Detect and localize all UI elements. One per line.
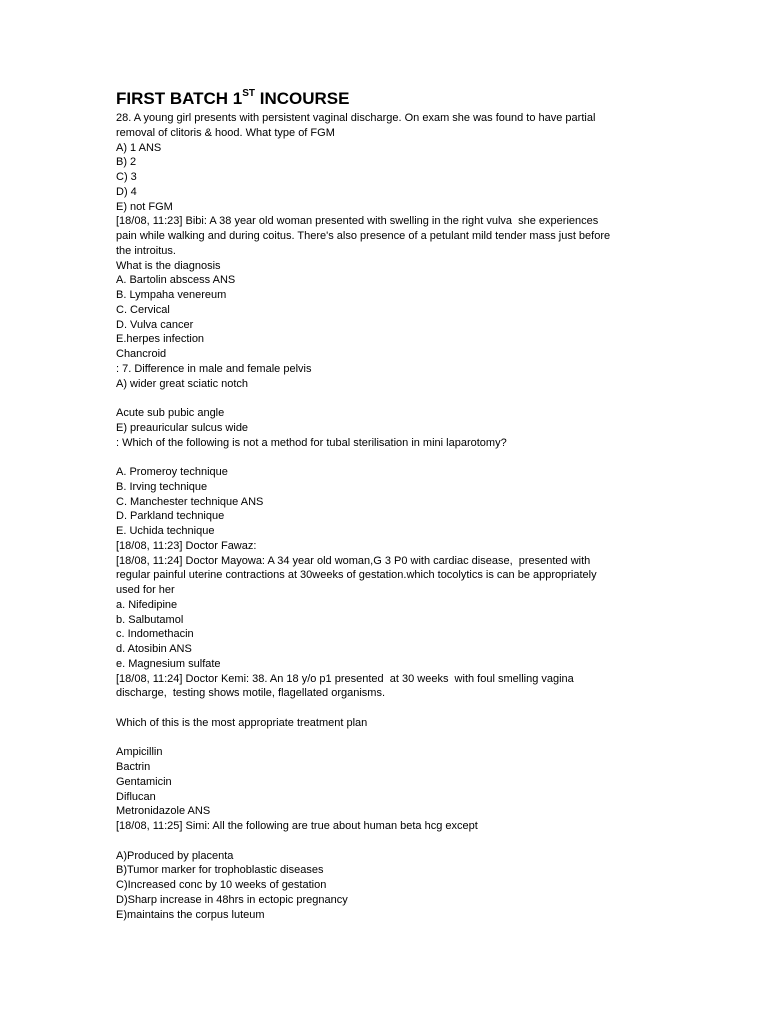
text-line: regular painful uterine contractions at 30weeks of gestation.which tocolytics is can be appropriately bbox=[116, 569, 597, 582]
document-title bbox=[116, 88, 676, 110]
text-line: E. Uchida technique bbox=[116, 525, 215, 537]
text-line: B)Tumor marker for trophoblastic diseases bbox=[116, 864, 324, 877]
text-line: [18/08, 11:24] Doctor Mayowa: A 34 year old woman,G 3 P0 with cardiac disease, presented with bbox=[116, 554, 591, 567]
text-line: c. Indomethacin bbox=[116, 628, 194, 641]
text-line: C)Increased conc by 10 weeks of gestation bbox=[116, 879, 327, 891]
text-line: 28. A young girl presents with persistent vaginal discharge. On exam she was found to have partial bbox=[116, 112, 596, 124]
text-line: discharge, testing shows motile, flagellated organisms. bbox=[116, 687, 386, 700]
text-line: E.herpes infection bbox=[116, 333, 205, 346]
text-line: Ampicillin bbox=[116, 746, 163, 759]
document-body bbox=[116, 111, 676, 922]
blank-line bbox=[116, 731, 676, 746]
text-line: C. Cervical bbox=[116, 303, 170, 316]
blank-line bbox=[116, 701, 676, 716]
text-line: D. Vulva cancer bbox=[116, 318, 194, 331]
text-line: E) not FGM bbox=[116, 200, 173, 213]
text-line: [18/08, 11:23] Doctor Fawaz: bbox=[116, 539, 257, 552]
text-line: removal of clitoris & hood. What type of FGM bbox=[116, 126, 335, 139]
title-rest: INCOURSE bbox=[255, 89, 350, 108]
blank-line bbox=[116, 834, 676, 849]
text-line: A) wider great sciatic notch bbox=[116, 377, 249, 390]
text-line: Gentamicin bbox=[116, 775, 172, 788]
text-line: D) 4 bbox=[116, 185, 137, 198]
text-line: D)Sharp increase in 48hrs in ectopic pregnancy bbox=[116, 893, 348, 906]
text-line: C) 3 bbox=[116, 171, 137, 183]
text-line: the introitus. bbox=[116, 244, 176, 257]
text-line: used for her bbox=[116, 584, 175, 596]
text-line: : 7. Difference in male and female pelvis bbox=[116, 362, 312, 375]
text-line: [18/08, 11:24] Doctor Kemi: 38. An 18 y/o p1 presented at 30 weeks with foul smelling vagina bbox=[116, 672, 574, 685]
text-line: E) preauricular sulcus wide bbox=[116, 421, 249, 434]
blank-line bbox=[116, 450, 676, 465]
title-superscript: ST bbox=[242, 88, 256, 100]
text-line: A. Promeroy technique bbox=[116, 466, 228, 478]
text-line: Diflucan bbox=[116, 790, 156, 803]
text-line: Which of this is the most appropriate treatment plan bbox=[116, 716, 368, 729]
text-line: d. Atosibin ANS bbox=[116, 643, 192, 655]
text-line: [18/08, 11:23] Bibi: A 38 year old woman presented with swelling in the right vulva she experiences bbox=[116, 215, 599, 228]
text-line: Chancroid bbox=[116, 348, 167, 360]
text-line: : Which of the following is not a method for tubal sterilisation in mini laparotomy? bbox=[116, 436, 507, 449]
text-line: B. Irving technique bbox=[116, 480, 208, 493]
text-line: [18/08, 11:25] Simi: All the following are true about human beta hcg except bbox=[116, 820, 478, 832]
text-line: C. Manchester technique ANS bbox=[116, 495, 264, 508]
text-line: pain while walking and during coitus. There's also presence of a petulant mild tender mass just before bbox=[116, 230, 611, 242]
text-line: A. Bartolin abscess ANS bbox=[116, 274, 236, 287]
text-line: What is the diagnosis bbox=[116, 259, 221, 272]
text-line: e. Magnesium sulfate bbox=[116, 657, 221, 670]
text-line: B) 2 bbox=[116, 156, 137, 169]
text-line: b. Salbutamol bbox=[116, 613, 184, 626]
text-line: B. Lympaha venereum bbox=[116, 289, 227, 301]
title-main: FIRST BATCH 1 bbox=[116, 89, 243, 108]
text-line: D. Parkland technique bbox=[116, 510, 225, 523]
text-line: Bactrin bbox=[116, 761, 151, 773]
blank-line bbox=[116, 391, 676, 406]
text-line: A) 1 ANS bbox=[116, 141, 162, 154]
text-line: Metronidazole ANS bbox=[116, 805, 211, 818]
text-line: E)maintains the corpus luteum bbox=[116, 908, 265, 921]
text-line: a. Nifedipine bbox=[116, 598, 178, 611]
text-line: Acute sub pubic angle bbox=[116, 407, 225, 419]
text-line: A)Produced by placenta bbox=[116, 849, 234, 862]
document-page bbox=[116, 88, 676, 922]
